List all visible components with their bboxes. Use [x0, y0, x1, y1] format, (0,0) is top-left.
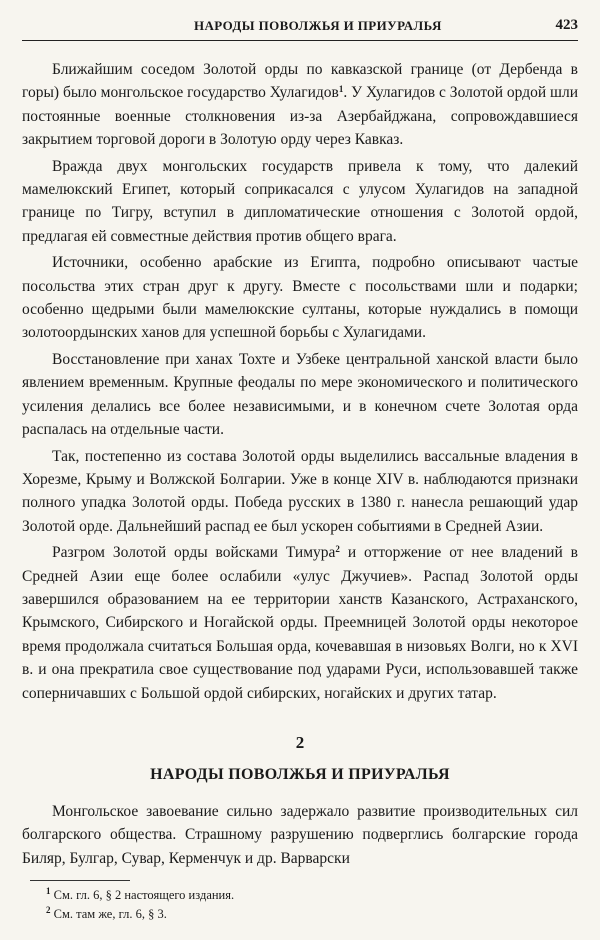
paragraph: [22, 541, 578, 705]
paragraph: Восстановление при ханах Тохте и Узбеке центральной ханской власти было явлением временным. Крупные феодалы по мере экономического и политического усиления делались все более независимыми, и в конечном счете Золотая орда распалась на отдельные части.: [22, 350, 578, 439]
footnotes: [46, 886, 566, 924]
footnote: [46, 886, 566, 905]
footnote-ref: 2: [335, 544, 340, 555]
footnote-mark: 1: [46, 886, 51, 896]
paragraph-text: Ближайшим соседом Золотой орды по кавказской границе (от Дербенда в горы) было монгольское государство Хулагидов: [22, 61, 578, 102]
page-number: 423: [555, 17, 578, 33]
section-body: [22, 800, 578, 870]
paragraph: Источники, особенно арабские из Египта, подробно описывают частые посольства этих стран друг к другу. Вместе с посольствами шли и подарки; особенно щедрыми были мамелюкские султаны, которые нуждались в помощи золотоордынских ханов для успешной борьбы с Хулагидами.: [22, 254, 578, 342]
paragraph: Монгольское завоевание сильно задержало развитие производительных сил болгарского общества. Страшному разрушению подверглись болгарские города Биляр, Булгар, Сувар, Керменчук и др. Варварски: [22, 803, 578, 867]
paragraph: Вражда двух монгольских государств привела к тому, что далекий мамелюкский Египет, который соприкасался с улусом Хулагидов на западной границе по Тигру, вступил в дипломатические отношения с Золотой ордой, предлагая ей совместные действия против общего врага.: [22, 157, 578, 245]
section-number: 2: [295, 733, 305, 752]
body-text: [22, 58, 578, 705]
paragraph-text: . У Хулагидов с Золотой ордой шли постоянные военные столкновения из-за Азербайджана, сопровождавшиеся закрытием торговой дороги в Золотую орду через Кавказ.: [22, 84, 578, 149]
running-head: НАРОДЫ ПОВОЛЖЬЯ И ПРИУРАЛЬЯ: [194, 18, 442, 33]
paragraph: Так, постепенно из состава Золотой орды выделились вассальные владения в Хорезме, Крыму и Волжской Болгарии. Уже в конце XIV в. наблюдаются признаки полного упадка Золотой орды. Победа русских в 1380 г. нанесла решающий удар Золотой орде. Дальнейший распад ее был ускорен событиями в Средней Азии.: [22, 447, 578, 535]
footnote-text: См. гл. 6, § 2 настоящего издания.: [50, 888, 235, 902]
paragraph-text: Разгром Золотой орды войсками Тимура: [52, 544, 336, 562]
paragraph-text: и отторжение от нее владений в Средней Азии еще более ослабили «улус Джучиев». Распад Золотой орды завершился образованием на ее территории ханств Казанского, Астраханского, Крымского, Сибирского и Ногайской орды. Преемницей Золотой орды некоторое время продолжала считаться Большая орда, кочевавшая в низовьях Волги, но к XVI в. и она прекратила свое существование под ударами Руси, использовавшей также соперничавших с Большой ордой сибирских, ногайских и других татар.: [22, 544, 578, 702]
footnote-text: См. там же, гл. 6, § 3.: [50, 907, 167, 921]
page-header: [22, 14, 578, 41]
section-title: НАРОДЫ ПОВОЛЖЬЯ И ПРИУРАЛЬЯ: [150, 766, 450, 783]
footnote-mark: 2: [46, 905, 51, 915]
paragraph: [22, 58, 578, 152]
footnote-ref: 1: [338, 84, 344, 95]
footnote-divider: [30, 880, 130, 881]
footnote: [46, 905, 566, 924]
